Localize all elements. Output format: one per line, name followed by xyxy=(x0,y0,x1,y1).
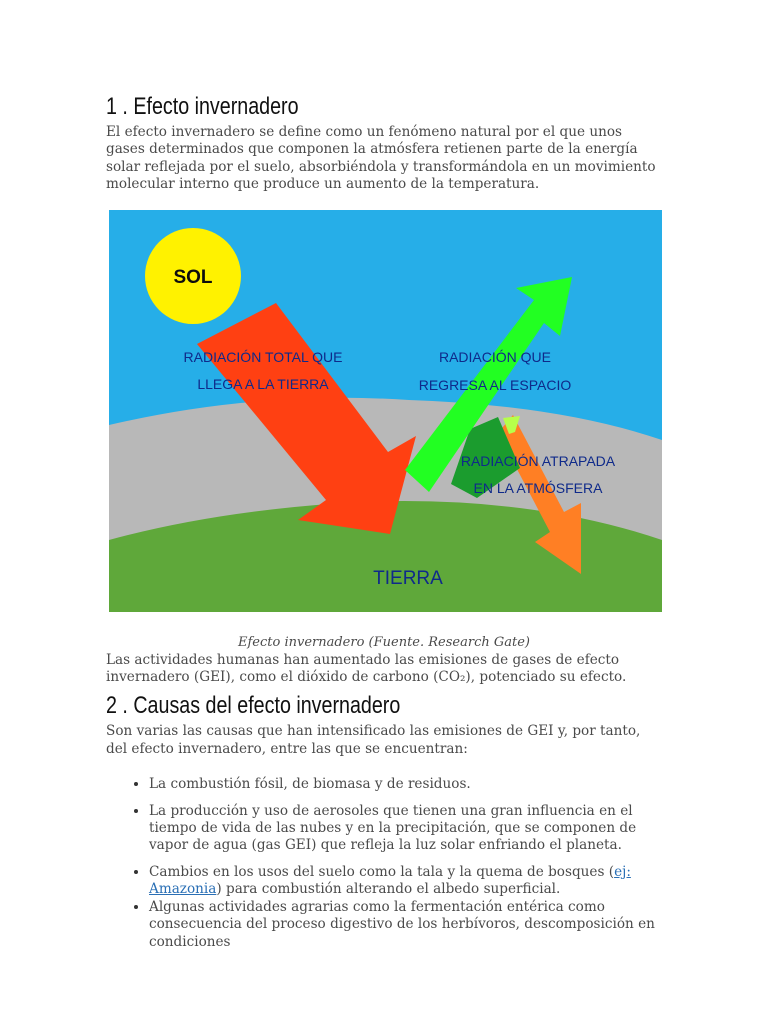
section-2-heading: 2 . Causas del efecto invernadero xyxy=(106,692,401,720)
incoming-label-line2: LLEGA A LA TIERRA xyxy=(197,375,329,392)
list-item-text: Algunas actividades agrarias como la fermentación entérica como consecuencia del proceso digestivo de los herbívoros, descomposición en condiciones xyxy=(149,898,655,950)
earth-label: TIERRA xyxy=(373,567,443,589)
outgoing-label-line2: REGRESA AL ESPACIO xyxy=(418,376,572,393)
causes-list xyxy=(106,776,662,951)
trapped-label-line1: RADIACIÓN ATRAPADA xyxy=(460,452,616,469)
section-2-intro: Son varias las causas que han intensificado las emisiones de GEI y, por tanto, del efecto invernadero, entre las que se encuentran: xyxy=(106,723,641,757)
after-figure-paragraph: Las actividades humanas han aumentado las emisiones de gases de efecto invernadero (GEI), como el dióxido de carbono (CO₂), potenciado su efecto. xyxy=(106,651,627,686)
trapped-label-line2: EN LA ATMÓSFERA xyxy=(473,479,603,496)
list-item-text: La producción y uso de aerosoles que tienen una gran influencia en el tiempo de vida de las nubes y en la precipitación, que se componen de vapor de agua (gas GEI) que refleja la luz solar enfriando el planeta. xyxy=(149,802,637,854)
list-item xyxy=(149,776,662,793)
sun-label: SOL xyxy=(173,266,213,288)
section-1-paragraph: El efecto invernadero se define como un fenómeno natural por el que unos gases determinados que componen la atmósfera retienen parte de la energía solar reflejada por el suelo, absorbiéndola y transformándola en un movimiento molecular interno que produce un aumento de la temperatura. xyxy=(106,124,656,193)
amazonia-link[interactable]: ej: Amazonia xyxy=(149,863,631,898)
outgoing-label-line1: RADIACIÓN QUE xyxy=(438,348,552,365)
article xyxy=(106,92,662,960)
list-item-text: ) para combustión alterando el albedo superficial. xyxy=(216,881,561,898)
list-item xyxy=(149,899,662,951)
figure-caption: Efecto invernadero (Fuente. Research Gate) xyxy=(238,634,530,650)
greenhouse-diagram xyxy=(109,210,662,612)
list-item-text: La combustión fósil, de biomasa y de residuos. xyxy=(149,776,471,793)
list-item xyxy=(149,864,662,899)
list-item-text: Cambios en los usos del suelo como la tala y la quema de bosques ( xyxy=(149,863,615,880)
incoming-label-line1: RADIACIÓN TOTAL QUE xyxy=(183,348,343,365)
list-item xyxy=(149,803,662,855)
section-1-heading: 1 . Efecto invernadero xyxy=(106,93,299,120)
